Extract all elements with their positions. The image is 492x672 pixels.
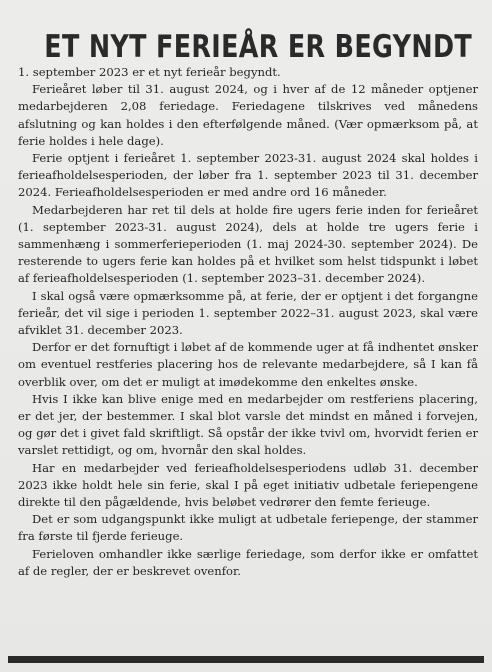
paragraph: Derfor er det fornuftigt i løbet af de kommende uger at få indhentet ønsker om eventuel restferies placering hos de relevante medarbejdere, så I kan få overblik over, om det er muligt at imødekomme den enkeltes ønske. bbox=[18, 340, 478, 389]
paragraph: Hvis I ikke kan blive enige med en medarbejder om restferiens placering, er det jer, der bestemmer. I skal blot varsle det mindst en måned i forvejen, og gør det i givet fald skriftligt. Så opstår der ikke tvivl om, hvorvidt ferien er varslet rettidigt, og om, hvornår den skal holdes. bbox=[18, 391, 478, 458]
bottom-divider bbox=[8, 656, 484, 663]
paragraph: Ferie optjent i ferieåret 1. september 2023-31. august 2024 skal holdes i ferieafholdelsesperioden, der løber fra 1. september 2023 til 31. december 2024. Ferieafholdelsesperioden er med andre ord 16 måneder. bbox=[18, 151, 478, 200]
paragraph: Det er som udgangspunkt ikke muligt at udbetale feriepenge, der stammer fra første til fjerde ferieuge. bbox=[18, 512, 478, 544]
article-body bbox=[18, 64, 478, 580]
paragraph: Ferieloven omhandler ikke særlige feriedage, som derfor ikke er omfattet af de regler, der er beskrevet ovenfor. bbox=[18, 546, 478, 578]
article-headline: ET NYT FERIEÅR ER BEGYNDT bbox=[44, 28, 473, 65]
paragraph: Ferieåret løber til 31. august 2024, og i hver af de 12 måneder optjener medarbejderen 2,08 feriedage. Feriedagene tilskrives ved månedens afslutning og kan holdes i den efterfølgende måned. (Vær opmærksom på, at ferie holdes i hele dage). bbox=[18, 82, 478, 148]
paragraph: Medarbejderen har ret til dels at holde fire ugers ferie inden for ferieåret (1. september 2023-31. august 2024), dels at holde tre ugers ferie i sammenhæng i sommerferieperioden (1. maj 2024-30. september 2024). De resterende to ugers ferie kan holdes på et hvilket som helst tidspunkt i løbet af ferieafholdelsesperioden (1. september 2023–31. december 2024). bbox=[18, 202, 478, 286]
paragraph: 1. september 2023 er et nyt ferieår begyndt. bbox=[18, 65, 281, 79]
paragraph: I skal også være opmærksomme på, at ferie, der er optjent i det forgangne ferieår, det vil sige i perioden 1. september 2022–31. august 2023, skal være afviklet 31. december 2023. bbox=[18, 288, 478, 338]
paragraph: Har en medarbejder ved ferieafholdelsesperiodens udløb 31. december 2023 ikke holdt hele sin ferie, skal I på eget initiativ udbetale feriepengene direkte til den pågældende, hvis beløbet vedrører den femte ferieuge. bbox=[18, 460, 478, 510]
